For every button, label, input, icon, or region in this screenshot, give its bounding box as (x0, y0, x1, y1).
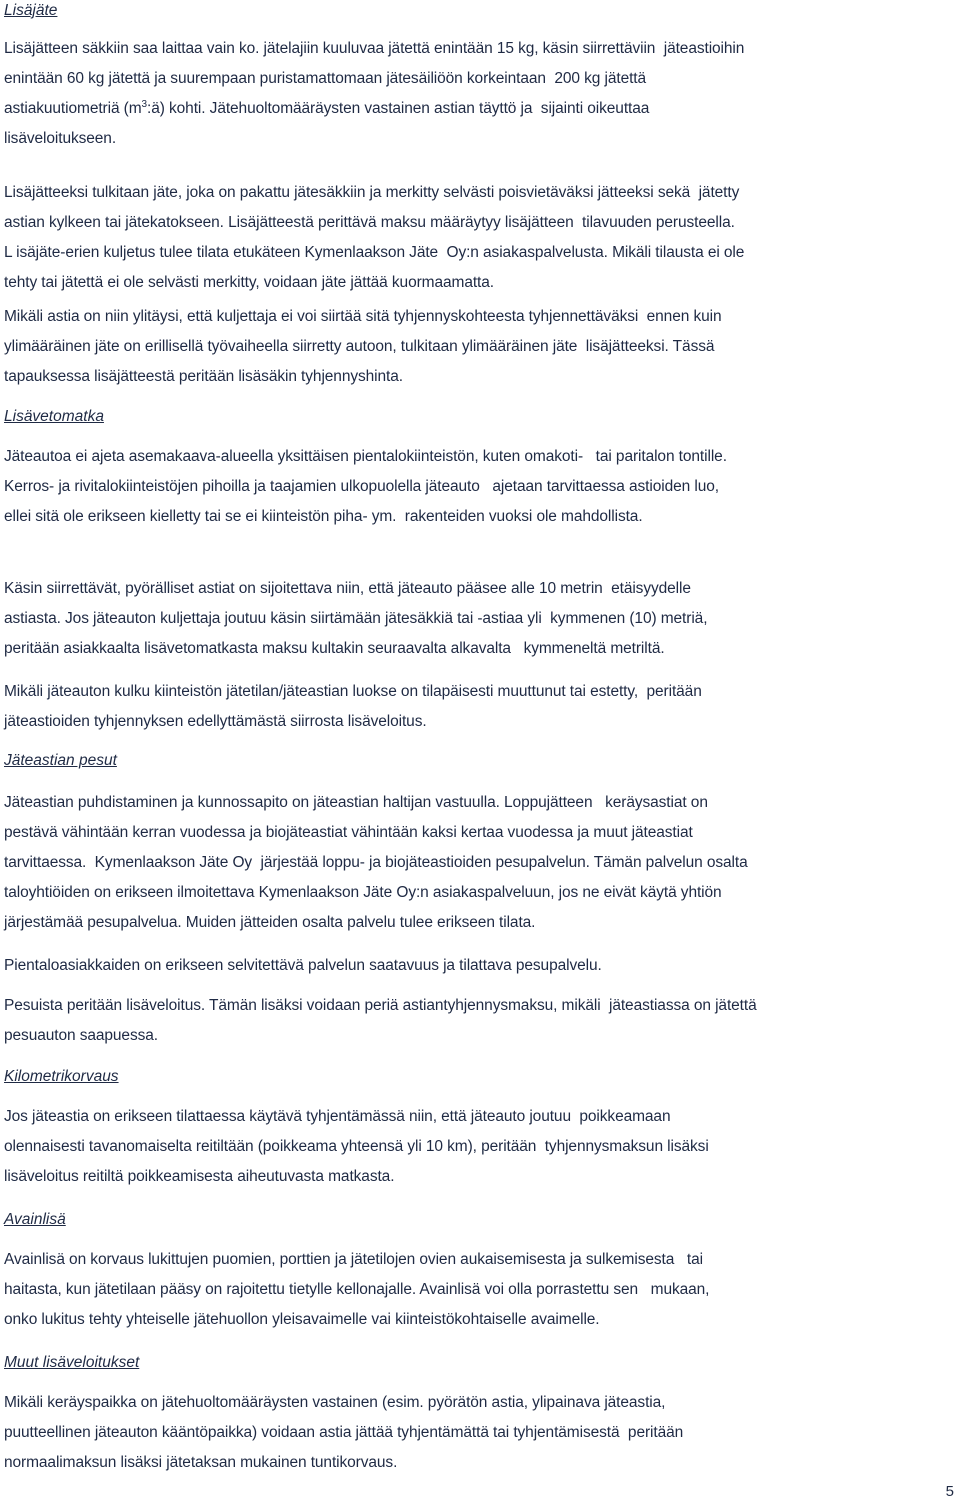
paragraph (4, 302, 722, 392)
text-line: taloyhtiöiden on erikseen ilmoitettava Kymenlaakson Jäte Oy:n asiakaspalveluun, jos ne eivät käytä yhtiön (4, 884, 722, 901)
text-line: Käsin siirrettävät, pyörälliset astiat on sijoitettava niin, että jäteauto pääsee alle 10 metrin etäisyydelle (4, 580, 691, 597)
text-line: Mikäli jäteauton kulku kiinteistön jätetilan/jäteastian luokse on tilapäisesti muuttunut tai estetty, peritään (4, 683, 702, 700)
text-line: pesuauton saapuessa. (4, 1027, 158, 1044)
paragraph (4, 442, 727, 532)
text-line: astiakuutiometriä $(m^3:ä)$ kohti. Jätehuoltomääräysten vastainen astian täyttö ja sijainti oikeuttaa (4, 98, 650, 117)
section-heading: Lisävetomatka (4, 408, 104, 425)
text-line: Mikäli keräyspaikka on jätehuoltomääräysten vastainen (esim. pyörätön astia, ylipainava jäteastia, (4, 1394, 666, 1411)
text-line: puutteellinen jäteauton kääntöpaikka) voidaan astia jättää tyhjentämättä tai tyhjentämisestä peritään (4, 1424, 684, 1441)
text-line: normaalimaksun lisäksi jätetaksan mukainen tuntikorvaus. (4, 1454, 398, 1471)
text-line: Jäteastian puhdistaminen ja kunnossapito on jäteastian haltijan vastuulla. Loppujätteen keräysastiat on (4, 794, 708, 811)
text-line: Mikäli astia on niin ylitäysi, että kuljettaja ei voi siirtää sitä tyhjennyskohteesta tyhjennettäväksi ennen kuin (4, 308, 722, 325)
text-line: peritään asiakkaalta lisävetomatkasta maksu kultakin seuraavalta alkavalta kymmeneltä metriltä. (4, 640, 665, 657)
text-line: astian kylkeen tai jätekatokseen. Lisäjätteestä perittävä maksu määräytyy lisäjätteen tilavuuden perusteella. (4, 214, 735, 231)
text-line: ellei sitä ole erikseen kielletty tai se ei kiinteistön piha- ym. rakenteiden vuoksi ole mahdollista. (4, 508, 643, 525)
paragraph (4, 574, 707, 664)
paragraph (4, 1388, 683, 1478)
paragraph (4, 991, 757, 1051)
text-line: L isäjäte-erien kuljetus tulee tilata etukäteen Kymenlaakson Jäte Oy:n asiakaspalvelusta. Mikäli tilausta ei ole (4, 244, 745, 261)
text-line: Pesuista peritään lisäveloitus. Tämän lisäksi voidaan periä astiantyhjennysmaksu, mikäli jäteastiassa on jätettä (4, 997, 757, 1014)
text-line: lisäveloitus reitiltä poikkeamisesta aiheutuvasta matkasta. (4, 1168, 395, 1185)
text-line: Pientaloasiakkaiden on erikseen selvitettävä palvelun saatavuus ja tilattava pesupalvelu. (4, 957, 602, 974)
paragraph (4, 788, 748, 938)
paragraph (4, 1245, 709, 1335)
text-line: astiasta. Jos jäteauton kuljettaja joutuu käsin siirtämään jätesäkkiä tai -astiaa yli kymmenen (10) metriä, (4, 610, 708, 627)
paragraph (4, 677, 702, 737)
paragraph (4, 178, 744, 298)
section-heading: Jäteastian pesut (4, 752, 117, 769)
text-line: Lisäjätteen säkkiin saa laittaa vain ko. jätelajiin kuuluvaa jätettä enintään 15 kg, käsin siirrettäviin jäteastioihin (4, 40, 745, 57)
text-line: lisäveloitukseen. (4, 130, 117, 147)
text-line: Kerros- ja rivitalokiinteistöjen pihoilla ja taajamien ulkopuolella jäteauto ajetaan tarvittaessa astioiden luo, (4, 478, 719, 495)
page-number: 5 (945, 1483, 954, 1500)
section-heading: Lisäjäte (4, 2, 58, 19)
section-heading: Avainlisä (4, 1211, 66, 1228)
text-line: onko lukitus tehty yhteiselle jätehuollon yleisavaimelle vai kiinteistökohtaiselle avaimelle. (4, 1311, 600, 1328)
text-line: olennaisesti tavanomaiselta reitiltään (poikkeama yhteensä yli 10 km), peritään tyhjennysmaksun lisäksi (4, 1138, 709, 1155)
text-line: tapauksessa lisäjätteestä peritään lisäsäkin tyhjennyshinta. (4, 368, 403, 385)
text-line: jäteastioiden tyhjennyksen edellyttämästä siirrosta lisäveloitus. (4, 713, 427, 730)
text-line: Jos jäteastia on erikseen tilattaessa käytävä tyhjentämässä niin, että jäteauto joutuu poikkeamaan (4, 1108, 671, 1125)
paragraph (4, 34, 744, 154)
text-line: Avainlisä on korvaus lukittujen puomien, porttien ja jätetilojen ovien aukaisemisesta ja sulkemisesta tai (4, 1251, 703, 1268)
paragraph (4, 951, 602, 981)
text-line: Lisäjätteeksi tulkitaan jäte, joka on pakattu jätesäkkiin ja merkitty selvästi poisvietäväksi jätteeksi sekä jätetty (4, 184, 740, 201)
paragraph (4, 1102, 709, 1192)
text-line: Jäteautoa ei ajeta asemakaava-alueella yksittäisen pientalokiinteistön, kuten omakoti- tai paritalon tontille. (4, 448, 727, 465)
section-heading: Muut lisäveloitukset (4, 1354, 140, 1371)
text-line: tehty tai jätettä ei ole selvästi merkitty, voidaan jäte jättää kuormaamatta. (4, 274, 494, 291)
text-line: haitasta, kun jätetilaan pääsy on rajoitettu tietylle kellonajalle. Avainlisä voi olla porrastettu sen mukaan, (4, 1281, 710, 1298)
text-line: tarvittaessa. Kymenlaakson Jäte Oy järjestää loppu- ja biojäteastioiden pesupalvelun. Tämän palvelun osalta (4, 854, 748, 871)
section-heading: Kilometrikorvaus (4, 1068, 119, 1085)
text-line: enintään 60 kg jätettä ja suurempaan puristamattomaan jätesäiliöön korkeintaan 200 kg jätettä (4, 70, 647, 87)
text-line: järjestämää pesupalvelua. Muiden jätteiden osalta palvelu tulee erikseen tilata. (4, 914, 536, 931)
text-line: pestävä vähintään kerran vuodessa ja biojäteastiat vähintään kaksi kertaa vuodessa ja muut jäteastiat (4, 824, 693, 841)
text-line: ylimääräinen jäte on erillisellä työvaiheella siirretty autoon, tulkitaan ylimääräinen jäte lisäjätteeksi. Tässä (4, 338, 715, 355)
